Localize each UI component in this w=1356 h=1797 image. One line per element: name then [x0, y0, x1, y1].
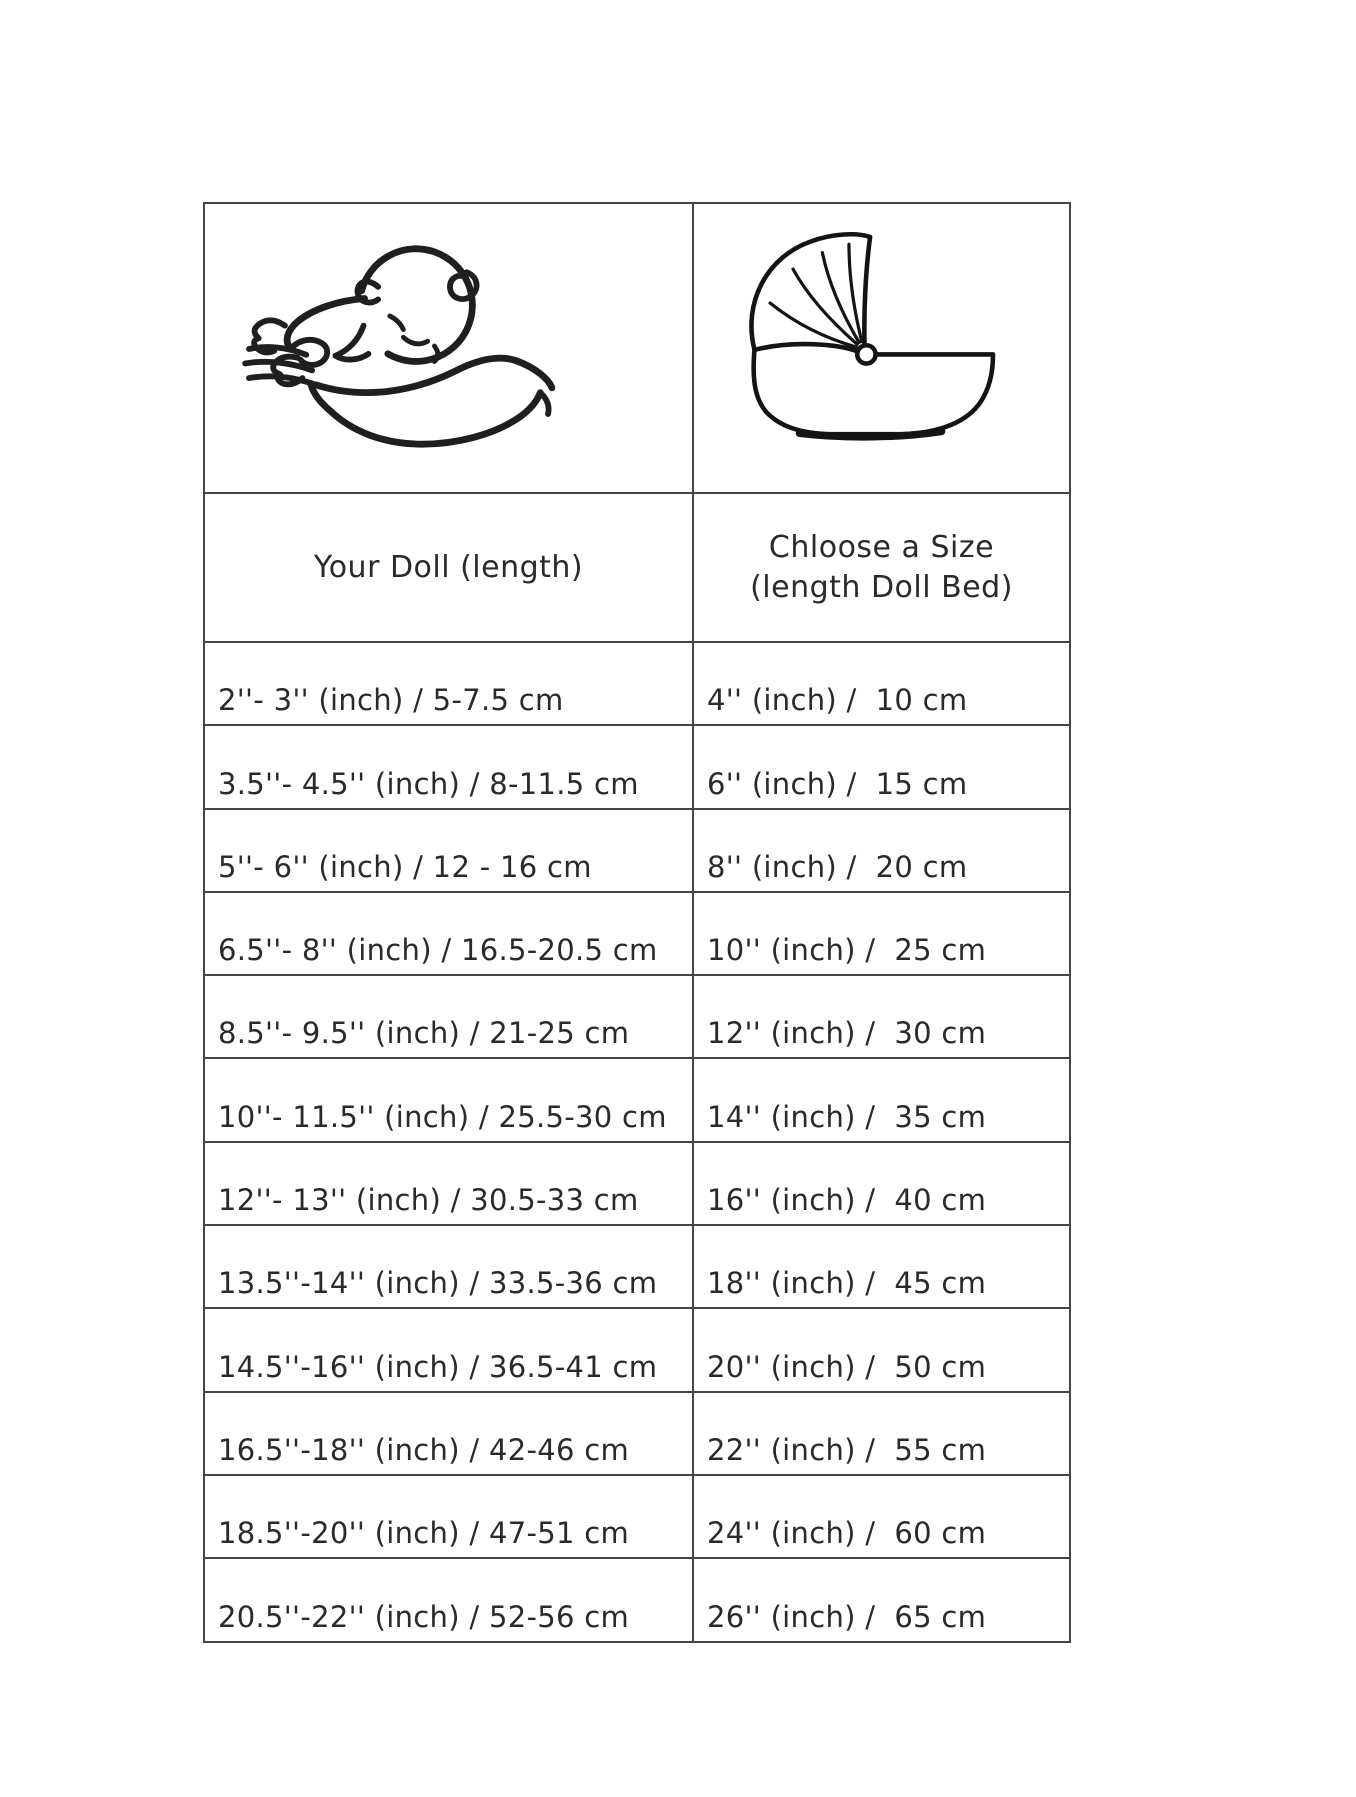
- table-row: [204, 975, 1070, 1058]
- doll-length-cell: 14.5''-16'' (inch) / 36.5-41 cm: [204, 1308, 693, 1391]
- bed-size-cell: 4'' (inch) / 10 cm: [693, 642, 1070, 725]
- bed-size-cell: 8'' (inch) / 20 cm: [693, 809, 1070, 892]
- bed-size-cell: 24'' (inch) / 60 cm: [693, 1475, 1070, 1558]
- bed-size-cell: 16'' (inch) / 40 cm: [693, 1142, 1070, 1225]
- bed-icon-cell: [693, 203, 1070, 493]
- doll-length-cell: 5''- 6'' (inch) / 12 - 16 cm: [204, 809, 693, 892]
- doll-icon-cell: [204, 203, 693, 493]
- baby-in-hand-icon: [216, 212, 682, 484]
- table-row: [204, 1058, 1070, 1141]
- doll-column-header: [204, 493, 693, 642]
- doll-length-cell: 20.5''-22'' (inch) / 52-56 cm: [204, 1558, 693, 1641]
- doll-length-cell: 13.5''-14'' (inch) / 33.5-36 cm: [204, 1225, 693, 1308]
- table-row: [204, 1142, 1070, 1225]
- size-chart-table: [203, 202, 1071, 1643]
- bed-size-cell: 12'' (inch) / 30 cm: [693, 975, 1070, 1058]
- table-row: [204, 725, 1070, 808]
- bed-size-cell: 14'' (inch) / 35 cm: [693, 1058, 1070, 1141]
- table-row: [204, 1392, 1070, 1475]
- doll-length-cell: 2''- 3'' (inch) / 5-7.5 cm: [204, 642, 693, 725]
- bed-size-cell: 10'' (inch) / 25 cm: [693, 892, 1070, 975]
- doll-length-cell: 16.5''-18'' (inch) / 42-46 cm: [204, 1392, 693, 1475]
- table-row: [204, 1475, 1070, 1558]
- bed-header-line2: (length Doll Bed): [750, 569, 1013, 605]
- doll-header-label: Your Doll (length): [313, 549, 584, 585]
- bed-size-cell: 18'' (inch) / 45 cm: [693, 1225, 1070, 1308]
- bed-column-header: [693, 493, 1070, 642]
- doll-length-cell: 3.5''- 4.5'' (inch) / 8-11.5 cm: [204, 725, 693, 808]
- table-row: [204, 892, 1070, 975]
- icon-row: [204, 203, 1070, 493]
- bed-size-cell: 6'' (inch) / 15 cm: [693, 725, 1070, 808]
- doll-length-cell: 12''- 13'' (inch) / 30.5-33 cm: [204, 1142, 693, 1225]
- table-row: [204, 809, 1070, 892]
- header-row: [204, 493, 1070, 642]
- bed-size-cell: 22'' (inch) / 55 cm: [693, 1392, 1070, 1475]
- table-row: [204, 1558, 1070, 1641]
- bed-size-cell: 26'' (inch) / 65 cm: [693, 1558, 1070, 1641]
- doll-length-cell: 6.5''- 8'' (inch) / 16.5-20.5 cm: [204, 892, 693, 975]
- doll-length-cell: 10''- 11.5'' (inch) / 25.5-30 cm: [204, 1058, 693, 1141]
- bed-header-line1: Chloose a Size: [768, 529, 995, 565]
- doll-length-cell: 8.5''- 9.5'' (inch) / 21-25 cm: [204, 975, 693, 1058]
- table-row: [204, 642, 1070, 725]
- table-row: [204, 1308, 1070, 1391]
- table-row: [204, 1225, 1070, 1308]
- doll-bed-icon: [712, 215, 1052, 481]
- bed-size-cell: 20'' (inch) / 50 cm: [693, 1308, 1070, 1391]
- doll-length-cell: 18.5''-20'' (inch) / 47-51 cm: [204, 1475, 693, 1558]
